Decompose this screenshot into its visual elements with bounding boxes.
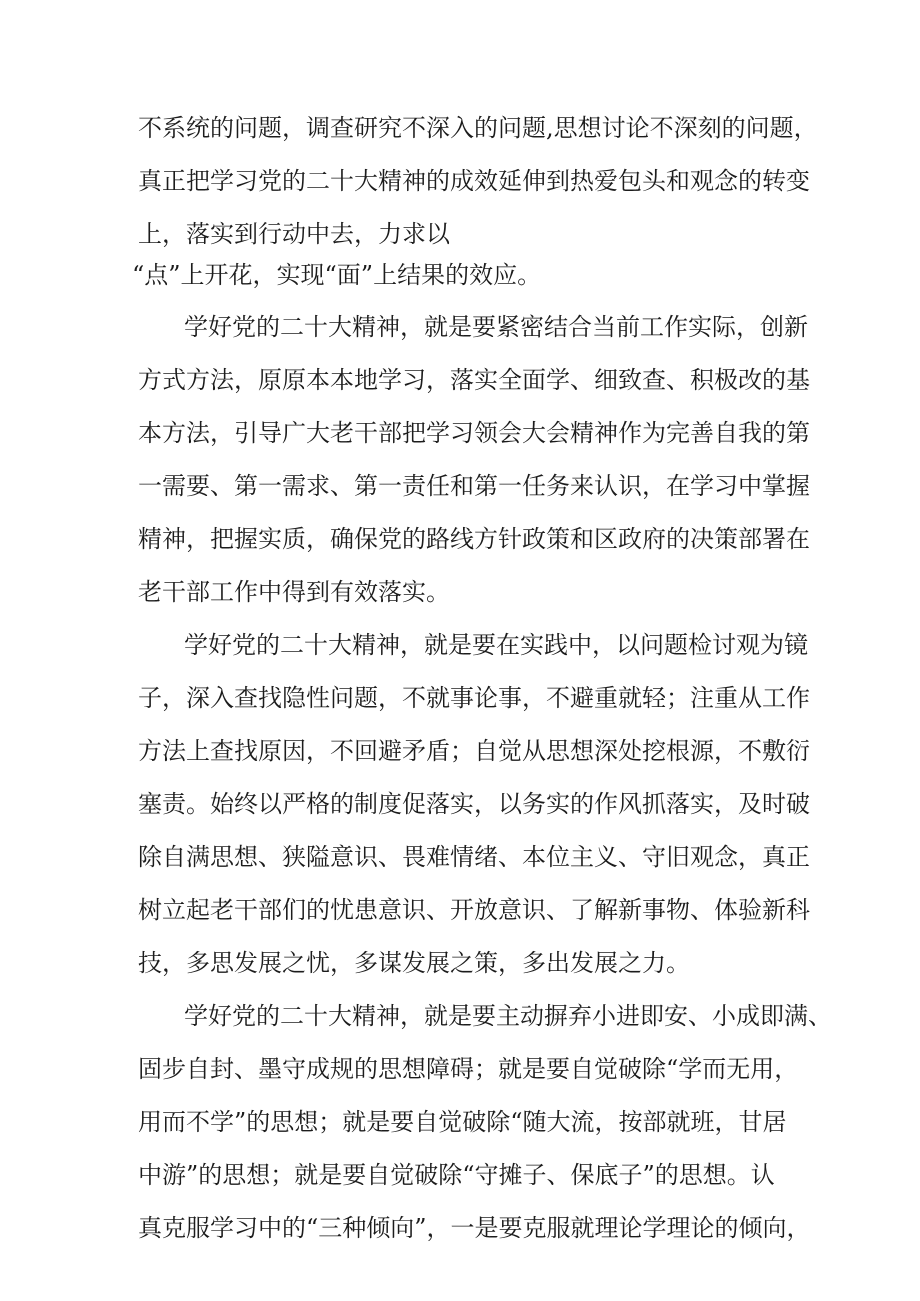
text-line: 方式方法，原原本本地学习，落实全面学、细致查、积极改的基 (138, 366, 810, 394)
text-line: 塞责。始终以严格的制度促落实，以务实的作风抓落实，及时破 (138, 790, 810, 818)
paragraph-start-line: 学好党的二十大精神，就是要主动摒弃小进即安、小成即满、 (184, 1002, 832, 1030)
text-line: 上，落实到行动中去，力求以 (138, 220, 450, 248)
text-line: 真正把学习党的二十大精神的成效延伸到热爱包头和观念的转变 (138, 167, 810, 195)
text-line: 技，多思发展之忧，多谋发展之策，多出发展之力。 (138, 949, 690, 977)
text-line: 真克服学习中的“三种倾向”，一是要克服就理论学理论的倾向， (138, 1214, 811, 1242)
text-line: 老干部工作中得到有效落实。 (138, 578, 450, 606)
text-line: 固步自封、墨守成规的思想障碍；就是要自觉破除“学而无用， (138, 1055, 799, 1083)
text-line: 一需要、第一需求、第一责任和第一任务来认识，在学习中掌握 (138, 472, 810, 500)
text-line: 除自满思想、狭隘意识、畏难情绪、本位主义、守旧观念，真正 (138, 843, 810, 871)
paragraph-start-line: 学好党的二十大精神，就是要紧密结合当前工作实际，创新 (184, 313, 808, 341)
text-line: 不系统的问题，调查研究不深入的问题,思想讨论不深刻的问题， (138, 114, 818, 142)
paragraph-start-line: 学好党的二十大精神，就是要在实践中，以问题检讨观为镜 (184, 631, 808, 659)
text-line: 子，深入查找隐性问题，不就事论事，不避重就轻；注重从工作 (138, 684, 810, 712)
text-line: 用而不学”的思想；就是要自觉破除“随大流，按部就班，甘居 (138, 1108, 787, 1136)
text-line: “点”上开花，实现“面”上结果的效应。 (132, 261, 542, 289)
text-line: 中游”的思想；就是要自觉破除“守摊子、保底子”的思想。认 (138, 1161, 775, 1189)
text-line: 树立起老干部们的忧患意识、开放意识、了解新事物、体验新科 (138, 896, 810, 924)
text-line: 精神，把握实质，确保党的路线方针政策和区政府的决策部署在 (138, 525, 810, 553)
text-line: 本方法，引导广大老干部把学习领会大会精神作为完善自我的第 (138, 419, 810, 447)
text-line: 方法上查找原因，不回避矛盾；自觉从思想深处挖根源，不敷衍 (138, 737, 810, 765)
